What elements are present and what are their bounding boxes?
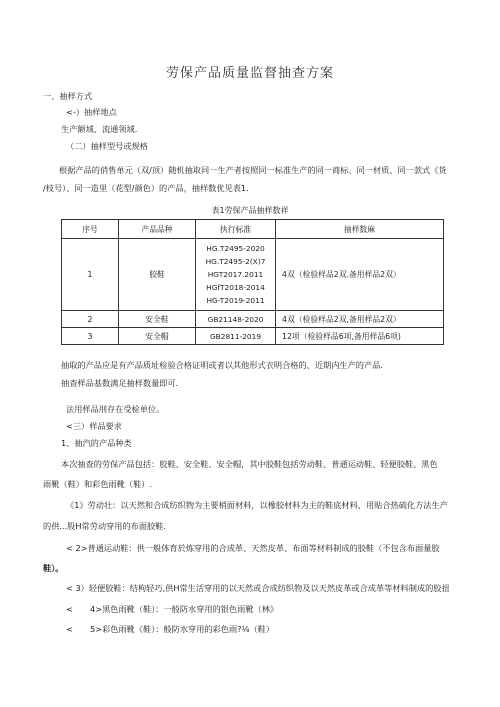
- item5-text: 5>彩色雨靴《鞋）：般防水穿用的彩色雨?⅛（鞋）: [90, 624, 275, 634]
- header-standard: 执行标准: [196, 220, 276, 239]
- item2-line1: < 2>普通运动鞋：供一般体育於炼穿用的合成革、天然皮革、布面等材料制成的胶鞋（不包含布面量胶: [66, 543, 440, 553]
- document-title: 劳保产品质量监督抽查方案: [165, 66, 334, 81]
- row2-quantity: 4双（检验样品2双,备用样品2双）: [276, 311, 444, 328]
- row1-quantity: 4双（检验样品2双.备用样品2双）: [276, 239, 444, 311]
- section1-heading: 一、抽样方式: [43, 91, 93, 101]
- item4-text: 4>黒色雨靴（鞋）：一般防水穿用的银色雨靴（林》: [90, 604, 279, 614]
- table-row: [62, 328, 444, 345]
- row2-seq: 2: [62, 311, 119, 328]
- section3-heading: <三）样品要求: [66, 421, 122, 431]
- table-header-row: [62, 220, 444, 239]
- row2-product: 安全鞋: [119, 311, 196, 328]
- row1-product: 胶鞋: [119, 239, 196, 311]
- item3-line1: < 3）轻便胶鞋：结枸轻巧,供H常生活穿用的以天然或合成纺织物及以天然皮革或合成革等材料制成的胶扭: [66, 583, 450, 593]
- sampling-model-heading: （二）抽样型号或规格: [66, 141, 148, 151]
- product-types-line1: 本次抽查的劳保产品包括：胶鞋、安全鞋、安全帽，其中胶鞋包括劳动鞋、普通运动鞋、轻便胶鞋、黑色: [61, 459, 438, 469]
- sampling-location-text: 生产额域、流通领域.: [61, 124, 138, 134]
- header-product: 产品品种: [119, 220, 196, 239]
- table-row: [62, 311, 444, 328]
- row1-standard-2: HG.T2495-2(X)7: [205, 257, 266, 266]
- after-table-line3: 法用样品刖存在受检单位。: [66, 404, 165, 414]
- row3-seq: 3: [62, 328, 119, 345]
- row1-standard-4: HGfT2018-2014: [206, 283, 265, 292]
- product-types-line2: 雨靴（鞋）和彩色雨靴（鞋）.: [43, 479, 153, 489]
- item1-line1: 《1》劳动壮：以天然和合成纺织物为主要梢面材料，以橡胶材料为主的鞋底材料，用贴合热硫化方法生产: [66, 500, 448, 510]
- product-type-heading: 1、抽汽的产品种类: [61, 438, 132, 448]
- item5-prefix: <: [66, 624, 73, 634]
- sampling-location-heading: <-）抽样地点: [66, 107, 117, 117]
- after-table-line2: 抽查样品基数满足抽样数量即可.: [61, 378, 179, 388]
- after-table-line1: 抽取的产品应是有产品质址检验合格证明或者以其他形式衣明合格的、近期内生产的产品.: [61, 360, 383, 370]
- row2-standard: GB21148-2020: [196, 311, 276, 328]
- row1-standards: [196, 239, 276, 311]
- item4-prefix: <: [66, 604, 73, 614]
- item2-line2: 鞋）。: [43, 563, 64, 573]
- table-row: [62, 239, 444, 311]
- sampling-paragraph-line2: /枝号）、同一造里（花型/颜色）的产品，抽样数优见表1.: [43, 183, 249, 193]
- row1-seq: 1: [62, 239, 119, 311]
- table-caption: 表1劳保产品抽样数祥: [211, 206, 289, 215]
- row3-quantity: 12项（检验样品6项,备用样品6项): [276, 328, 444, 345]
- header-seq: 序号: [62, 220, 119, 239]
- header-quantity: 抽样数麻: [276, 220, 444, 239]
- row1-standard-1: HG.T2495-2020: [206, 244, 265, 253]
- row3-product: 安全帽: [119, 328, 196, 345]
- row1-standard-3: HGT2017.2011: [207, 270, 264, 279]
- row1-standard-5: HG-T2019-2011: [206, 296, 265, 305]
- sampling-table: [61, 219, 444, 345]
- item1-line2: 的供...股H常劳动穿用的布面胶鞋.: [43, 521, 167, 531]
- sampling-paragraph-line1: 根据产品的俏售单元（双/顶）随机抽取同一生产者按照同一标准生产的同一商标、同一材质、同一款式《货: [59, 165, 447, 175]
- row3-standard: GB2811-2019: [196, 328, 276, 345]
